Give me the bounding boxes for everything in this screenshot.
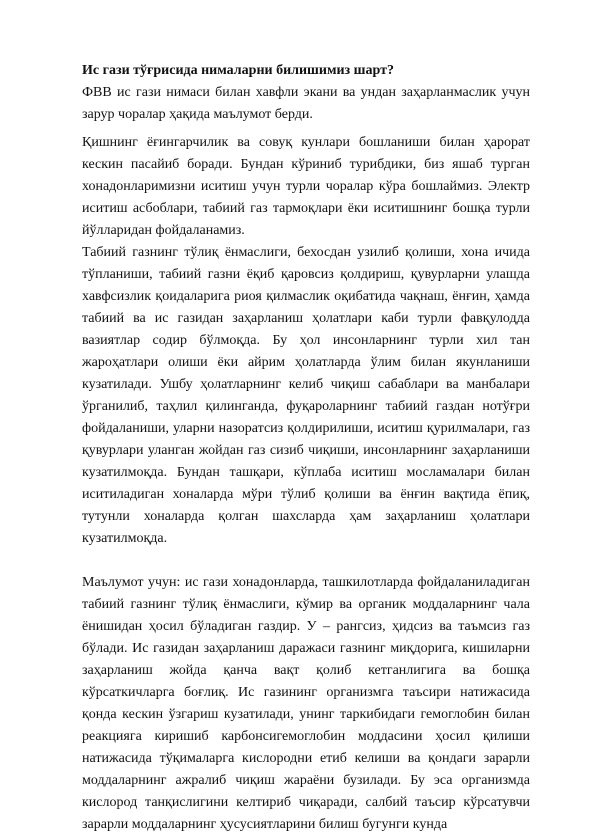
document-title: Ис гази тўғрисида нималарни билишимиз шарт? [82, 63, 394, 78]
body-paragraph-3: Маълумот учун: ис гази хонадонларда, ташкилотларда фойдаланиладиган табиий газнинг тўлиқ ёнмаслиги, кўмир ва органик моддаларнинг чала ёнишидан ҳосил бўладиган газдир. У – рангсиз, ҳидсиз ва таъмсиз газ бўлади. Ис газидан заҳарланиш даражаси газнинг миқдорига, кишиларни заҳарланиш жойда қанча вақт қолиб кетганлигига ва бошқа кўрсаткичларга боғлиқ. Ис газининг организмга таъсири натижасида қонда кескин ўзгариш кузатилади, унинг таркибидаги гемоглобин билан реакцияга киришиб карбонсигемоглобин моддасини ҳосил қилиши натижасида тўқималарга кислородни етиб келиши ва қондаги зарарли моддаларнинг ажралиб чиқиш жараёни бузилади. Бу эса организмда кислород танқислигини келтириб чиқаради, салбий таъсир кўрсатувчи зарарли моддаларнинг ҳусусиятларини билиш бугунги кунда [82, 575, 530, 832]
intro-paragraph: ФВВ ис гази нимаси билан хавфли экани ва ундан заҳарланмаслик учун зарур чоралар ҳақида маълумот берди. [82, 85, 530, 122]
blank-line [82, 550, 530, 572]
body-paragraph-2: Табиий газнинг тўлиқ ёнмаслиги, бехосдан узилиб қолиши, хона ичида тўпланиши, табиий газни ёқиб қаровсиз қолдириш, қувурларни улашда хавфсизлик қоидаларига риоя қилмаслик оқибатида чақнаш, ёнғин, ҳамда табиий ва ис газидан заҳарланиш ҳолатлари каби турли фавқулодда вазиятлар содир бўлмоқда. Бу ҳол инсонларнинг турли хил тан жароҳатлари олиши ёки айрим ҳолатларда ўлим билан якунланиши кузатилади. Ушбу ҳолатларнинг келиб чиқиш сабаблари ва манбалари ўрганилиб, таҳлил қилинганда, фуқароларнинг табиий газдан нотўғри фойдаланиши, уларни назоратсиз қолдирилиши, иситиш қурилмалари, газ қувурлари уланган жойдан газ сизиб чиқиши, инсонларнинг заҳарланиши кузатилмоқда. Бундан ташқари, кўплаба иситиш мосламалари билан иситиладиган хоналарда мўри тўлиб қолиши ва ёнғин вақтида ёпиқ, тутунли хоналарда қолган шахсларда ҳам заҳарланиш ҳолатлари кузатилмоқда. [82, 245, 530, 546]
body-paragraph-1: Қишнинг ёғингарчилик ва совуқ кунлари бошланиши билан ҳарорат кескин пасайиб боради. Бундан кўриниб турибдики, биз яшаб турган хонадонларимизни иситиш учун турли чоралар кўра бошлаймиз. Электр иситиш асбоблари, табиий газ тармоқлари ёки иситишнинг бошқа турли йўлларидан фойдаланамиз. [82, 135, 530, 238]
document-page [82, 60, 530, 836]
